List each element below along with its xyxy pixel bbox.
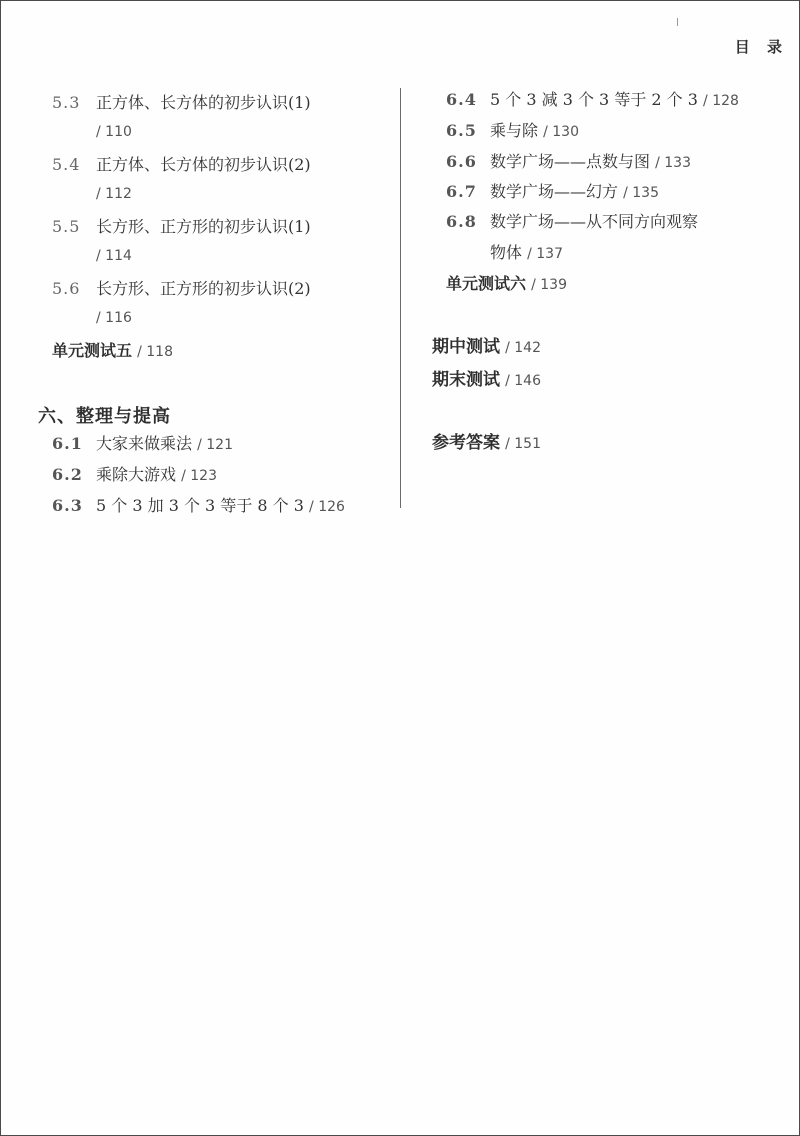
entry-page: / 139	[531, 277, 567, 293]
page-tick-mark	[677, 18, 678, 26]
entry-title: 长方形、正方形的初步认识(2)	[96, 279, 311, 298]
toc-answers[interactable]	[432, 433, 541, 454]
entry-page: / 137	[527, 246, 563, 262]
entry-page: / 135	[623, 185, 659, 201]
toc-entry-5-5[interactable]	[52, 217, 311, 237]
entry-number: 6.3	[52, 496, 83, 515]
toc-entry-5-4[interactable]	[52, 155, 311, 175]
toc-unit-test-6[interactable]	[446, 274, 567, 295]
toc-entry-6-4[interactable]	[446, 90, 739, 111]
entry-page: / 123	[181, 468, 217, 484]
entry-page: / 112	[96, 186, 132, 202]
entry-page: / 128	[703, 93, 739, 109]
entry-number: 5.3	[52, 93, 81, 112]
entry-title: 数学广场——幻方	[490, 182, 619, 201]
entry-page: / 116	[96, 310, 132, 326]
entry-number: 6.8	[446, 212, 477, 231]
entry-page: / 114	[96, 248, 132, 264]
unit-test-title: 单元测试六	[446, 274, 527, 293]
entry-page: / 146	[505, 373, 541, 389]
entry-title: 5 个 3 减 3 个 3 等于 2 个 3	[490, 90, 698, 109]
toc-entry-6-8[interactable]	[446, 212, 698, 232]
toc-entry-6-5[interactable]	[446, 121, 579, 142]
entry-title: 长方形、正方形的初步认识(1)	[96, 217, 311, 236]
entry-number: 6.5	[446, 121, 477, 140]
entry-title: 正方体、长方体的初步认识(1)	[96, 93, 311, 112]
entry-page: / 118	[137, 344, 173, 360]
entry-number: 6.2	[52, 465, 83, 484]
answers-title: 参考答案	[432, 433, 500, 453]
entry-title: 乘除大游戏	[96, 465, 177, 484]
entry-page: / 133	[655, 155, 691, 171]
toc-entry-6-7[interactable]	[446, 182, 659, 203]
entry-number: 6.1	[52, 434, 83, 453]
entry-page: / 126	[309, 499, 345, 515]
toc-entry-6-3[interactable]	[52, 496, 345, 517]
section-heading-6: 六、整理与提高	[38, 406, 171, 427]
column-divider	[400, 88, 401, 508]
entry-page: / 130	[543, 124, 579, 140]
toc-entry-6-8-continuation	[490, 243, 563, 264]
entry-number: 5.5	[52, 217, 81, 236]
entry-title: 5 个 3 加 3 个 3 等于 8 个 3	[96, 496, 304, 515]
toc-final-test[interactable]	[432, 370, 541, 391]
toc-entry-5-6[interactable]	[52, 279, 311, 299]
midterm-title: 期中测试	[432, 337, 500, 357]
entry-title: 数学广场——从不同方向观察	[490, 212, 699, 231]
entry-title-continuation: 物体	[490, 243, 523, 262]
entry-title: 数学广场——点数与图	[490, 152, 651, 171]
toc-entry-6-2[interactable]	[52, 465, 217, 486]
toc-entry-6-6[interactable]	[446, 152, 691, 173]
entry-number: 6.4	[446, 90, 477, 109]
entry-number: 5.6	[52, 279, 81, 298]
entry-number: 6.7	[446, 182, 477, 201]
toc-entry-5-3[interactable]	[52, 93, 311, 113]
final-title: 期末测试	[432, 370, 500, 390]
entry-page: / 110	[96, 124, 132, 140]
entry-number: 6.6	[446, 152, 477, 171]
toc-unit-test-5[interactable]	[52, 341, 173, 362]
page-title: 目 录	[734, 38, 788, 56]
entry-title: 正方体、长方体的初步认识(2)	[96, 155, 311, 174]
entry-number: 5.4	[52, 155, 81, 174]
unit-test-title: 单元测试五	[52, 341, 133, 360]
entry-page: / 151	[505, 436, 541, 452]
entry-page: / 142	[505, 340, 541, 356]
entry-page: / 121	[197, 437, 233, 453]
entry-title: 大家来做乘法	[96, 434, 193, 453]
entry-title: 乘与除	[490, 121, 539, 140]
toc-entry-6-1[interactable]	[52, 434, 233, 455]
toc-midterm-test[interactable]	[432, 337, 541, 358]
